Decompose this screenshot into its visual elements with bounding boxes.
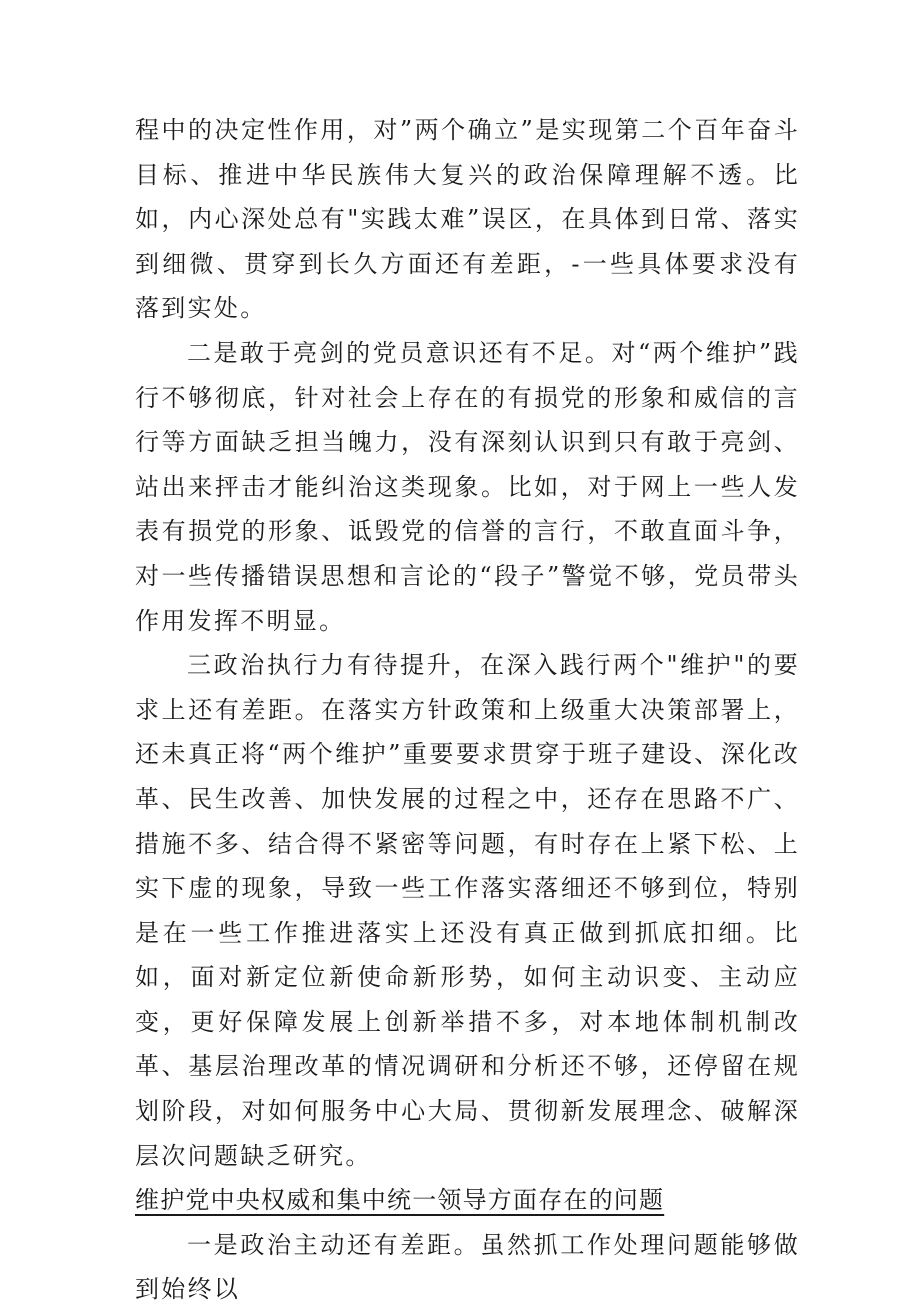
document-page [135, 108, 800, 1312]
section-heading: 维护党中央权威和集中统一领导方面存在的问题 [135, 1186, 665, 1215]
paragraph-political-initiative: 一是政治主动还有差距。虽然抓工作处理问题能够做到始终以 [135, 1230, 800, 1304]
paragraph-political-execution: 三政治执行力有待提升，在深入践行两个"维护"的要求上还有差距。在落实方针政策和上级重大决策部署上，还未真正将“两个维护”重要要求贯穿于班子建设、深化改革、民生改善、加快发展的过程之中，还存在思路不广、措施不多、结合得不紧密等问题，有时存在上紧下松、上实下虚的现象，导致一些工作落实落细还不够到位，特别是在一些工作推进落实上还没有真正做到抓底扣细。比如，面对新定位新使命新形势，如何主动识变、主动应变，更好保障发展上创新举措不多，对本地体制机制改革、基层治理改革的情况调研和分析还不够，还停留在规划阶段，对如何服务中心大局、贯彻新发展理念、破解深层次问题缺乏研究。 [135, 651, 800, 1170]
paragraph-continuation: 程中的决定性作用，对”两个确立”是实现第二个百年奋斗目标、推进中华民族伟大复兴的政治保障理解不透。比如，内心深处总有"实践太难”误区，在具体到日常、落实到细微、贯穿到长久方面还有差距，-一些具体要求没有落到实处。 [135, 116, 800, 323]
paragraph-party-awareness: 二是敢于亮剑的党员意识还有不足。对“两个维护”践行不够彻底，针对社会上存在的有损党的形象和威信的言行等方面缺乏担当魄力，没有深刻认识到只有敢于亮剑、站出来抨击才能纠治这类现象。比如，对于网上一些人发表有损党的形象、诋毁党的信誉的言行，不敢直面斗争，对一些传播错误思想和言论的“段子”警觉不够，党员带头作用发挥不明显。 [135, 338, 800, 635]
